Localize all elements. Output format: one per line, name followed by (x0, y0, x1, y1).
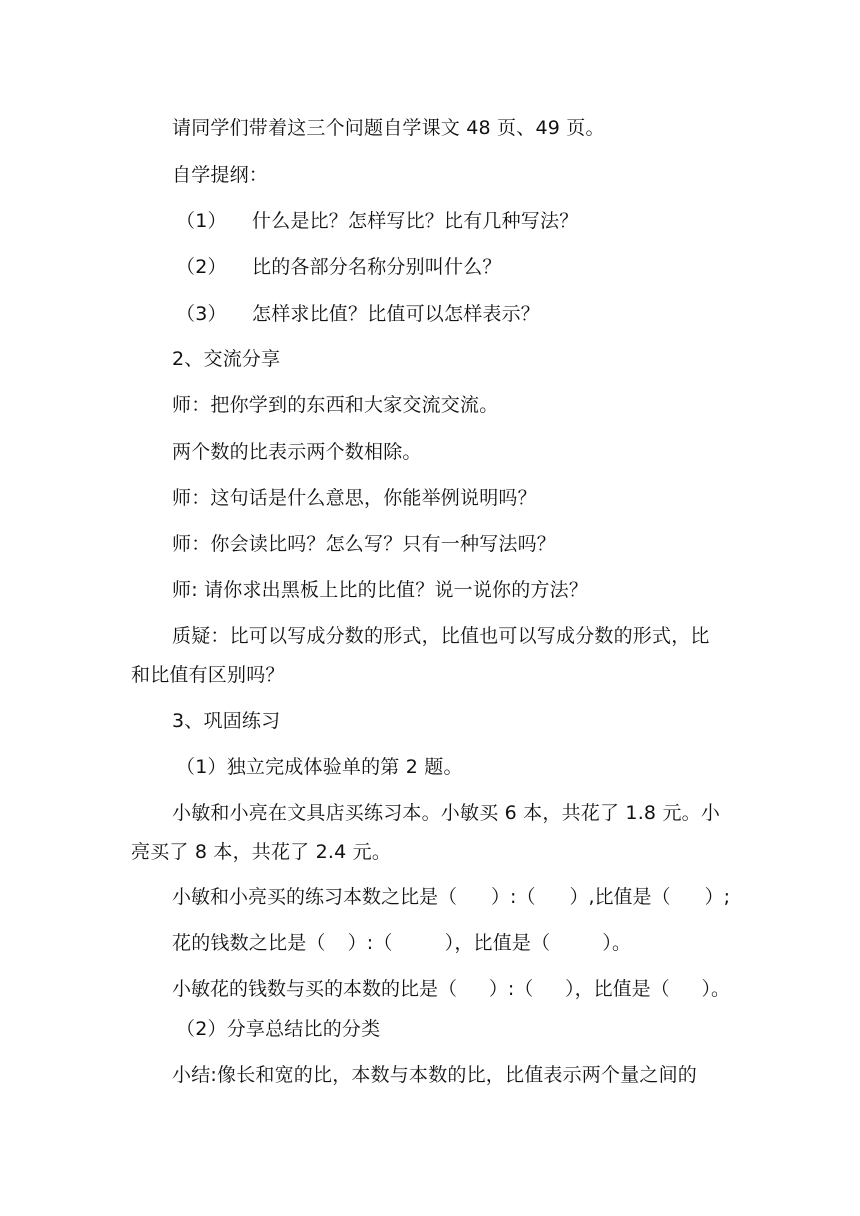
problem-text-line-2: 亮买了 8 本，共花了 2.4 元。 (131, 841, 392, 863)
fill-blank-1-part-d: ）; (704, 886, 730, 908)
teacher-line-3: 师：你会读比吗？怎么写？只有一种写法吗？ (172, 533, 557, 555)
question-2-number: （2） (176, 256, 227, 278)
question-doubt-line-1: 质疑：比可以写成分数的形式，比值也可以写成分数的形式，比 (172, 625, 710, 647)
question-1-number: （1） (176, 210, 227, 232)
section-heading-share: 2、交流分享 (172, 348, 281, 370)
question-doubt-line-2: 和比值有区别吗？ (131, 664, 285, 686)
question-2-text: 比的各部分名称分别叫什么？ (252, 256, 502, 278)
question-3-text: 怎样求比值？比值可以怎样表示？ (252, 303, 541, 325)
fill-blank-3-part-d: ）。 (701, 978, 730, 1000)
summary-line: 小结:像长和宽的比，本数与本数的比，比值表示两个量之间的 (172, 1064, 698, 1086)
question-1-text: 什么是比？怎样写比？比有几种写法？ (252, 210, 579, 232)
teacher-line-2: 师：这句话是什么意思，你能举例说明吗？ (172, 487, 537, 509)
exercise-2: （2）分享总结比的分类 (176, 1018, 381, 1040)
teacher-line-4: 师: 请你求出黑板上比的比值？说一说你的方法？ (172, 579, 589, 601)
fill-blank-1-part-c: ）,比值是（ (569, 886, 671, 908)
fill-blank-line-2 (172, 929, 631, 957)
fill-blank-line-3 (172, 975, 730, 1003)
fill-blank-3-part-c: ），比值是（ (565, 978, 670, 1000)
question-3-number: （3） (176, 303, 227, 325)
fill-blank-2-part-a: 花的钱数之比是（ (172, 932, 326, 954)
paragraph-intro: 请同学们带着这三个问题自学课文 48 页、49 页。 (172, 117, 605, 139)
fill-blank-2-part-d: ）。 (602, 932, 632, 954)
fill-blank-line-1 (172, 883, 730, 911)
fill-blank-2-part-c: ），比值是（ (444, 932, 551, 954)
fill-blank-3-part-a: 小敏花的钱数与买的本数的比是（ (172, 978, 458, 1000)
teacher-line-1: 师：把你学到的东西和大家交流交流。 (172, 394, 499, 416)
fill-blank-3-part-b: ）:（ (488, 978, 534, 1000)
fill-blank-1-part-b: ）:（ (491, 886, 536, 908)
exercise-1: （1）独立完成体验单的第 2 题。 (176, 756, 463, 778)
fill-blank-2-part-b: ）:（ (347, 932, 393, 954)
problem-text-line-1: 小敏和小亮在文具店买练习本。小敏买 6 本，共花了 1.8 元。小 (172, 802, 721, 824)
paragraph-outline-title: 自学提纲： (172, 164, 269, 186)
statement-line: 两个数的比表示两个数相除。 (172, 441, 422, 463)
fill-blank-1-part-a: 小敏和小亮买的练习本数之比是（ (172, 886, 458, 908)
section-heading-practice: 3、巩固练习 (172, 710, 281, 732)
